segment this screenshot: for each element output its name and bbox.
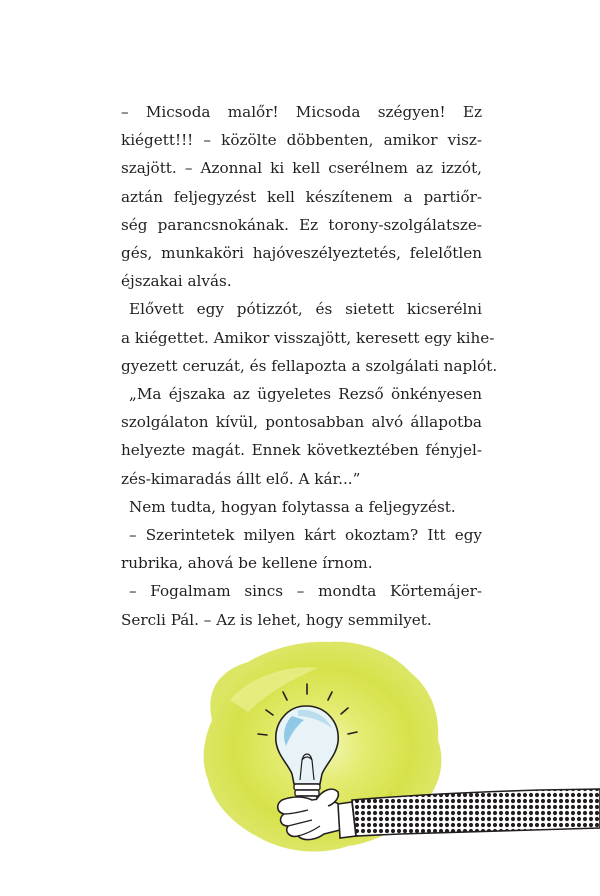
text-line: kiégett!!! – közölte döbbenten, amikor visz-	[121, 131, 482, 150]
text-line: a kiégettet. Amikor visszajött, keresett egy kihe-	[121, 328, 495, 347]
text-line: – Micsoda malőr! Micsoda szégyen! Ez	[121, 103, 482, 121]
text-line: szajött. – Azonnal ki kell cserélnem az izzót,	[121, 159, 482, 178]
text-line: gés, munkaköri hajóveszélyeztetés, felelőtlen	[121, 244, 482, 263]
text-line: aztán feljegyzést kell készítenem a partiőr-	[121, 187, 482, 206]
text-line: éjszakai alvás.	[121, 272, 232, 291]
text-line: Sercli Pál. – Az is lehet, hogy semmilyet.	[121, 610, 432, 629]
text-line: zés-kimaradás állt elő. A kár...”	[121, 469, 361, 488]
text-line: gyezett ceruzát, és fellapozta a szolgálati naplót.	[121, 356, 498, 375]
text-line: „Ma éjszaka az ügyeletes Rezső önkényesen	[129, 385, 482, 404]
text-line: ség parancsnokának. Ez torony-szolgálatsze-	[121, 215, 482, 234]
text-line: szolgálaton kívül, pontosabban alvó állapotba	[121, 413, 482, 432]
text-line: helyezte magát. Ennek következtében fényjel-	[121, 441, 482, 460]
text-line: Nem tudta, hogyan folytassa a feljegyzést.	[129, 497, 456, 516]
text-line: Elővett egy pótizzót, és sietett kicserélni	[129, 300, 482, 319]
text-line: rubrika, ahová be kellene írnom.	[121, 554, 373, 573]
text-line: – Fogalmam sincs – mondta Körtemájer-	[129, 582, 482, 601]
text-line: – Szerintetek milyen kárt okoztam? Itt egy	[129, 526, 482, 545]
